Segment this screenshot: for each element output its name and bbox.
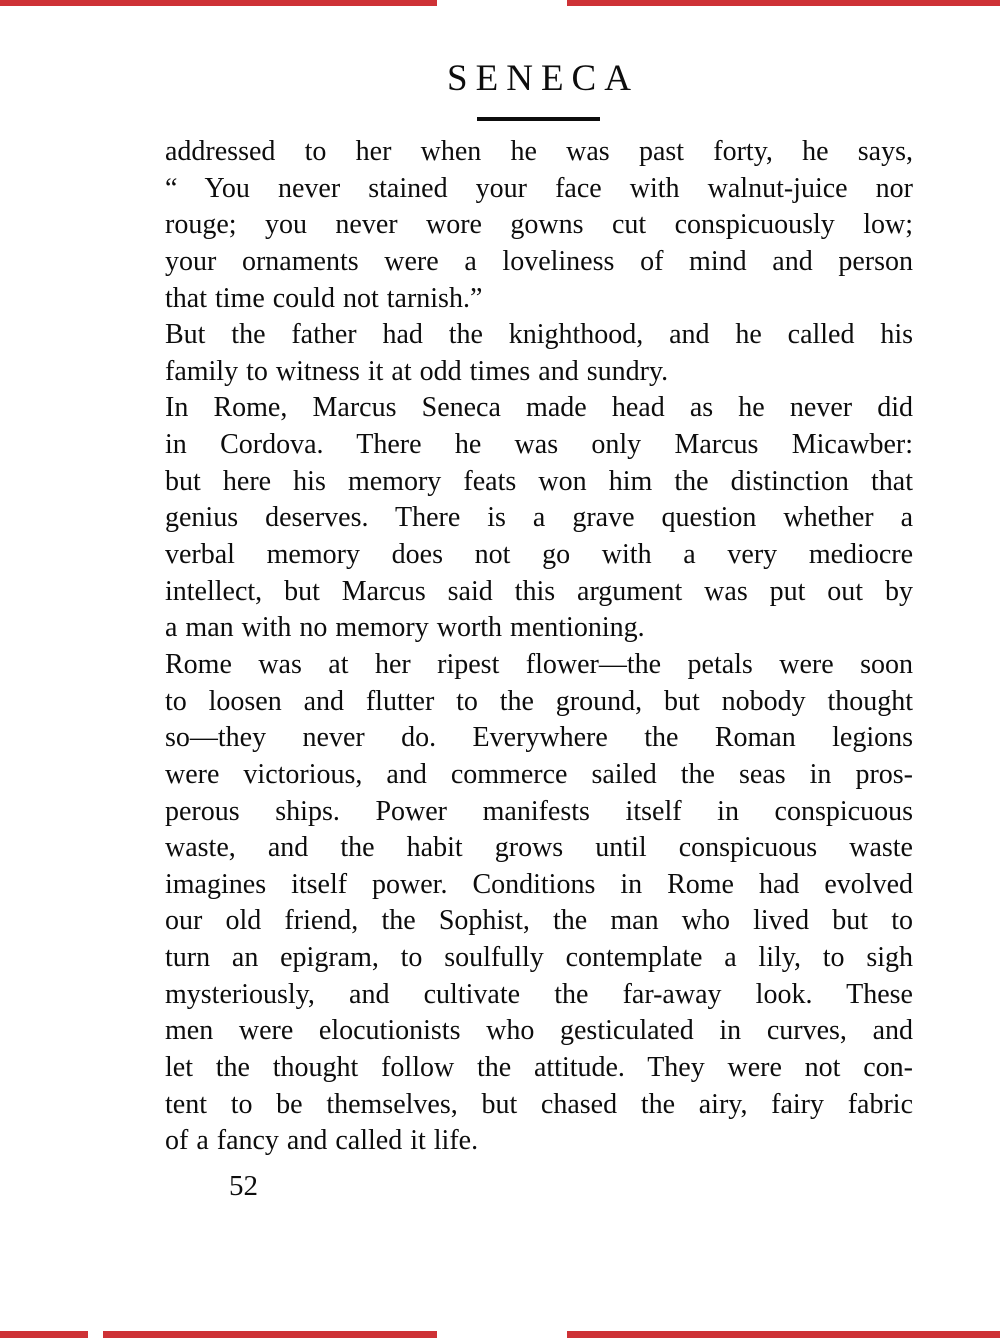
text-line: verbal memory does not go with a very mediocre — [165, 539, 913, 571]
text-line: were victorious, and commerce sailed the seas in pros- — [165, 758, 913, 790]
text-line: family to witness it at odd times and sundry. — [165, 355, 669, 387]
text-line: turn an epigram, to soulfully contemplate a lily, to sigh — [165, 942, 913, 974]
text-line: our old friend, the Sophist, the man who lived but to — [165, 905, 913, 937]
text-line: let the thought follow the attitude. They were not con- — [165, 1052, 913, 1084]
page-title: SENECA — [447, 58, 639, 99]
text-line: of a fancy and called it life. — [165, 1125, 479, 1157]
title-divider — [477, 117, 600, 121]
text-line: mysteriously, and cultivate the far-away look. These — [165, 978, 913, 1010]
text-line: to loosen and flutter to the ground, but nobody thought — [165, 685, 913, 717]
text-line: Rome was at her ripest flower—the petals were soon — [165, 648, 913, 680]
text-line: so—they never do. Everywhere the Roman legions — [165, 722, 913, 754]
text-line: In Rome, Marcus Seneca made head as he never did — [165, 392, 913, 424]
text-line: perous ships. Power manifests itself in conspicuous — [165, 795, 913, 827]
text-line: intellect, but Marcus said this argument was put out by — [165, 575, 913, 607]
scan-edge-artifact — [567, 1331, 1000, 1338]
text-line: addressed to her when he was past forty, he says, — [165, 136, 913, 167]
text-line: tent to be themselves, but chased the airy, fairy fabric — [165, 1088, 913, 1120]
text-line: but here his memory feats won him the distinction that — [165, 465, 913, 497]
scan-edge-artifact — [567, 0, 1000, 6]
text-line: your ornaments were a loveliness of mind and person — [165, 245, 913, 277]
text-line: imagines itself power. Conditions in Rome had evolved — [165, 868, 913, 900]
text-line: genius deserves. There is a grave question whether a — [165, 502, 913, 534]
scan-edge-artifact — [0, 1331, 88, 1338]
text-line: rouge; you never wore gowns cut conspicuously low; — [165, 209, 913, 241]
scan-edge-artifact — [0, 0, 437, 6]
text-line: “ You never stained your face with walnut-juice nor — [165, 172, 913, 204]
body-text — [165, 134, 913, 1160]
scan-edge-artifact — [103, 1331, 437, 1338]
text-line: that time could not tarnish.” — [165, 282, 483, 314]
text-line: in Cordova. There he was only Marcus Micawber: — [165, 429, 913, 461]
text-line: waste, and the habit grows until conspicuous waste — [165, 832, 913, 864]
page-number: 52 — [229, 1170, 258, 1202]
text-line: men were elocutionists who gesticulated in curves, and — [165, 1015, 913, 1047]
text-line: But the father had the knighthood, and he called his — [165, 319, 913, 351]
text-line: a man with no memory worth mentioning. — [165, 612, 645, 644]
